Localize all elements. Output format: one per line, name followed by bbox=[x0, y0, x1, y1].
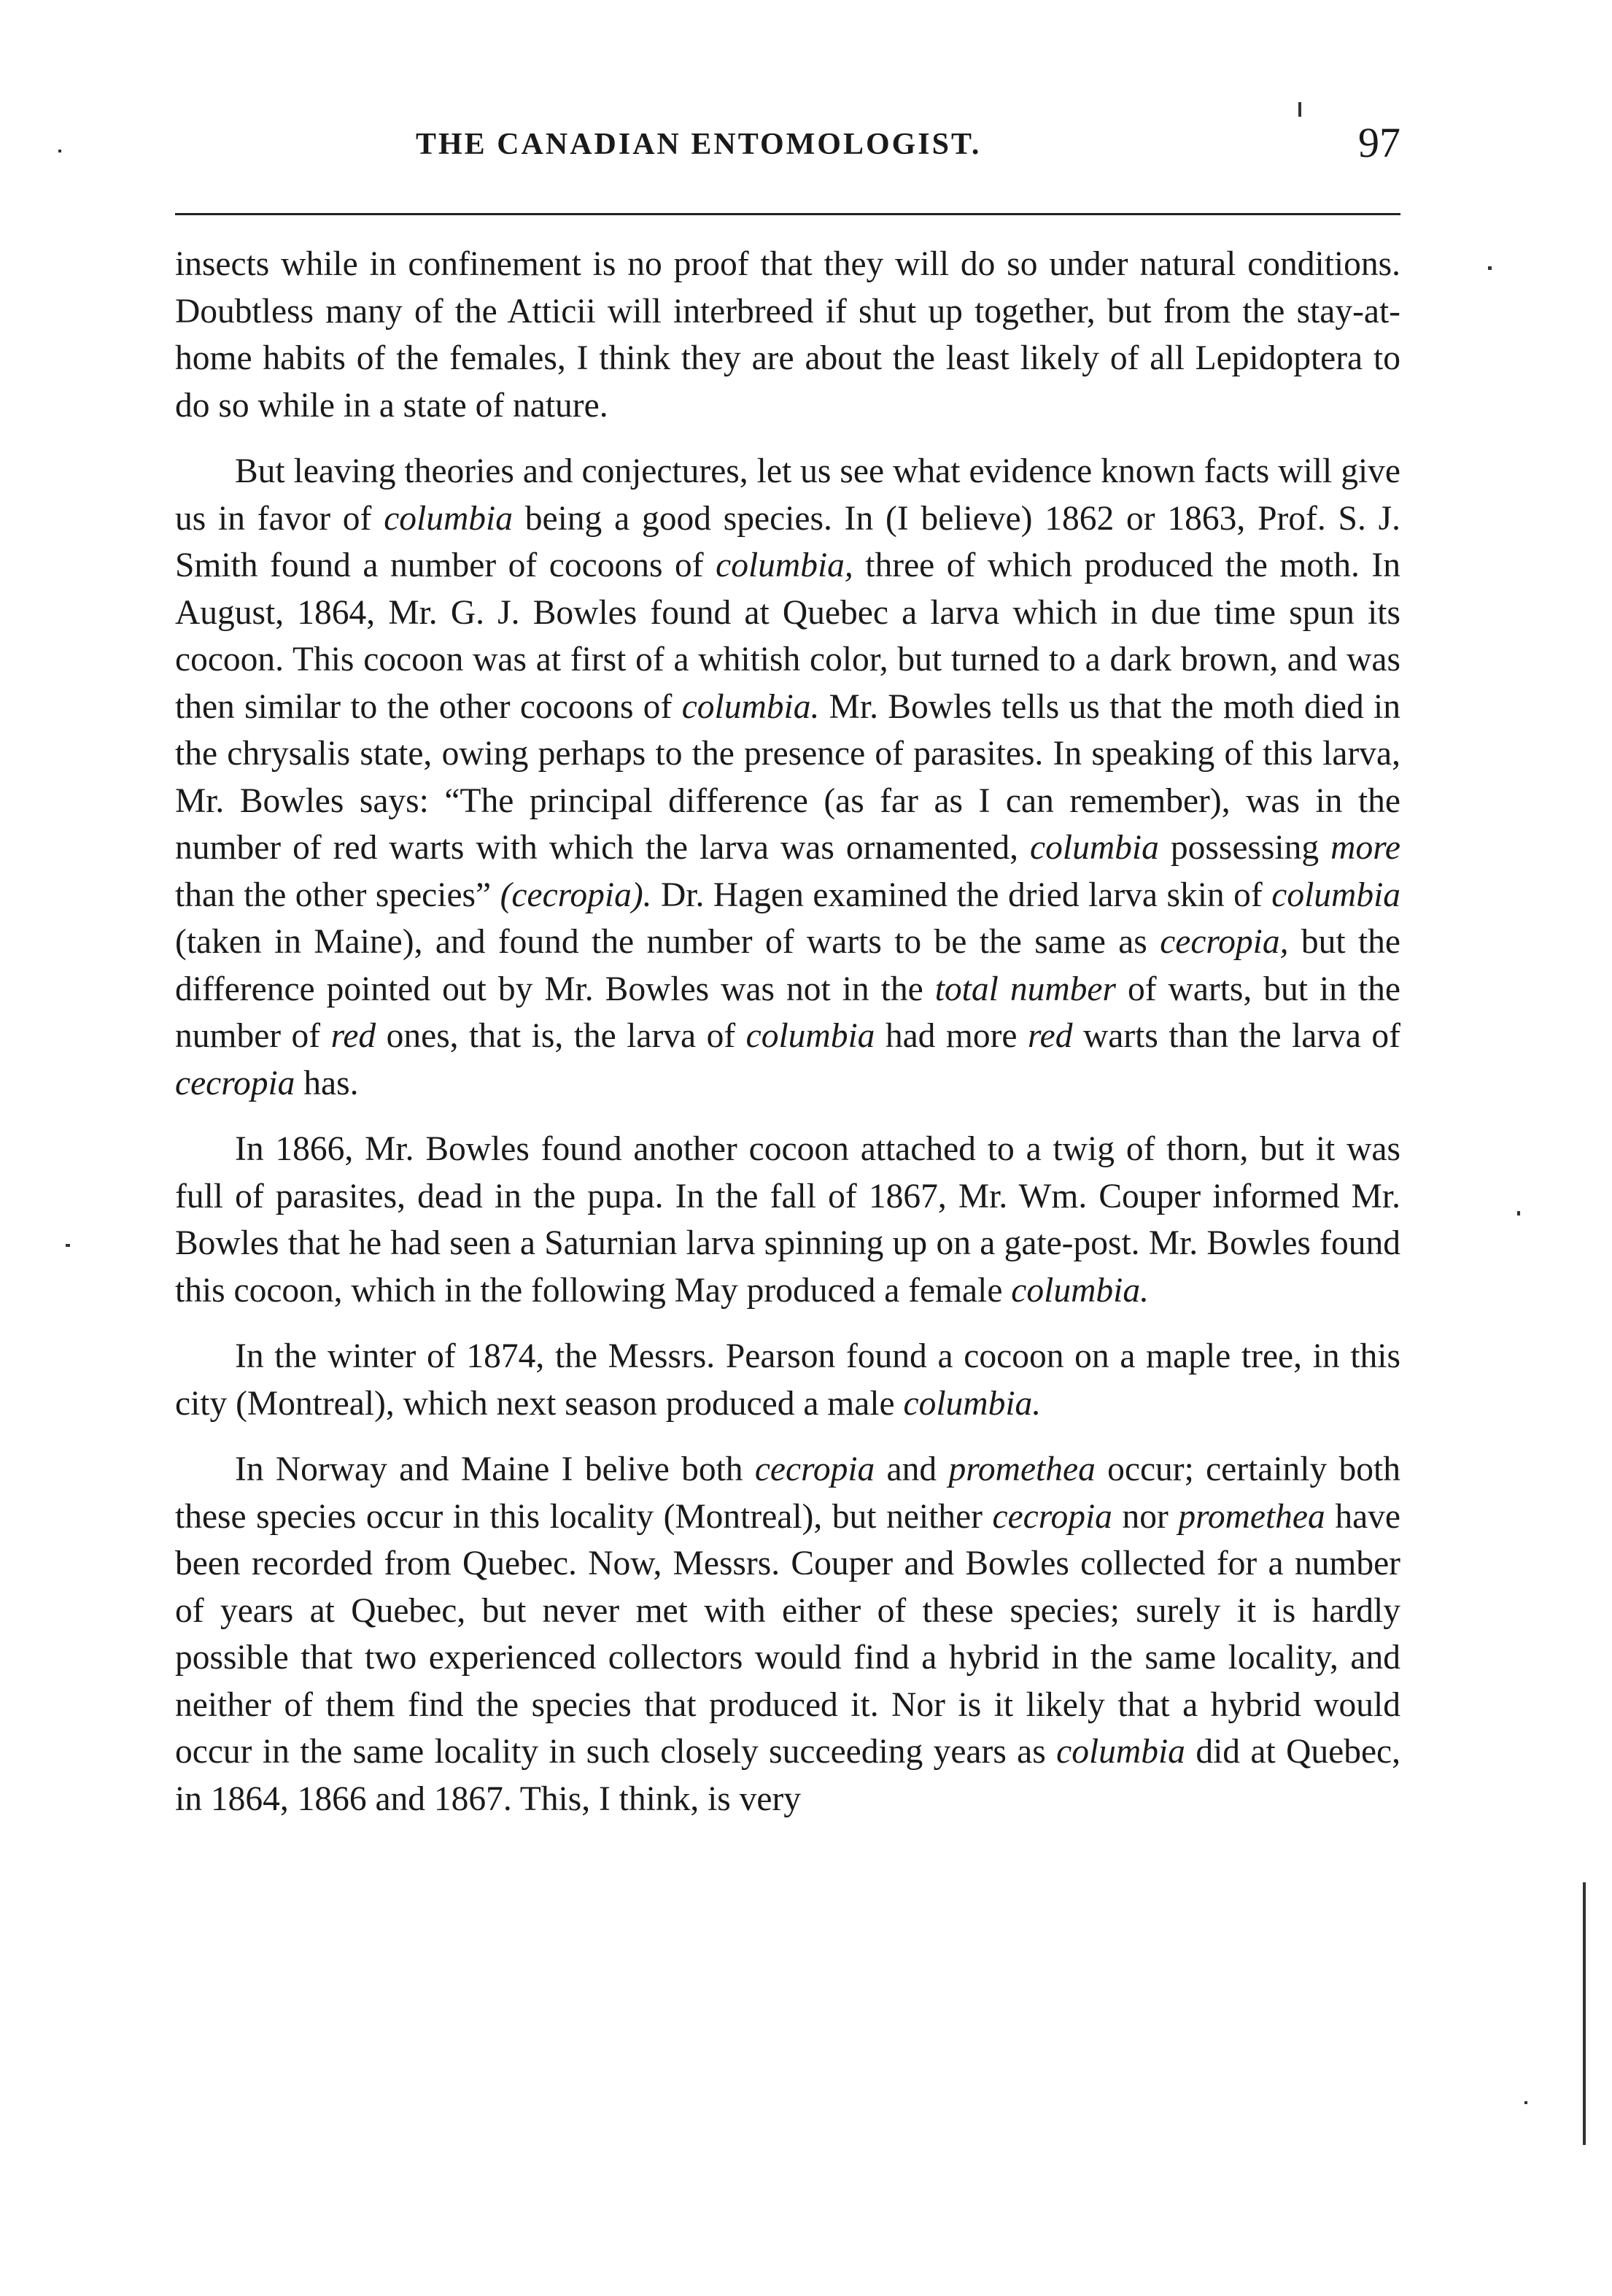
italic-text: cecropia, bbox=[1160, 923, 1289, 961]
text-segment: ones, that is, the larva of bbox=[376, 1017, 746, 1055]
text-segment: warts than the larva of bbox=[1072, 1017, 1400, 1055]
text-segment: nor bbox=[1112, 1497, 1179, 1536]
italic-text: (cecropia). bbox=[500, 876, 652, 914]
italic-text: red bbox=[1027, 1017, 1073, 1055]
text-segment: Mr. Bowles tells us that the moth died in the chrysalis state, owing perhaps to the presence of parasites. In speaking of this larva, Mr. Bowles says: “The principal difference (as far as I can remember), was in the number of red warts with which the larva was ornamented, bbox=[175, 687, 1400, 867]
text-segment: have been recorded from Quebec. Now, Messrs. Couper and Bowles collected for a number of years at Quebec, but never met with either of these species; surely it is hardly possible that two experienced collectors would find a hybrid in the same locality, and neither of them find the species that produced it. Nor is it likely that a hybrid would occur in the same locality in such closely succeeding years as bbox=[175, 1497, 1400, 1771]
text-segment: did at Quebec, in 1864, 1866 and 1867. This, I think, is very bbox=[175, 1733, 1401, 1818]
text-segment: has. bbox=[295, 1064, 359, 1102]
margin-bar bbox=[1583, 1882, 1586, 2145]
paragraph bbox=[175, 241, 1400, 429]
paragraph bbox=[175, 1446, 1400, 1823]
italic-text: columbia. bbox=[903, 1384, 1042, 1423]
running-head bbox=[175, 119, 1400, 181]
margin-speck bbox=[1517, 1211, 1520, 1215]
italic-text: more bbox=[1330, 829, 1400, 867]
text-segment: three of which produced the moth. In August, 1864, Mr. G. J. Bowles found at Quebec a larva which in due time spun its cocoon. This cocoon was at first of a whitish color, but turned to a dark brown, and was then similar to the other cocoons of bbox=[175, 546, 1401, 726]
text-segment: of warts, but in the number of bbox=[175, 970, 1400, 1055]
italic-text: columbia. bbox=[1011, 1271, 1149, 1310]
italic-text: cecropia bbox=[992, 1497, 1112, 1536]
paragraph bbox=[175, 1333, 1400, 1427]
italic-text: columbia bbox=[1056, 1733, 1185, 1771]
italic-text: cecropia bbox=[754, 1450, 875, 1488]
margin-speck bbox=[1298, 102, 1301, 117]
text-segment: possessing bbox=[1158, 829, 1331, 867]
paragraph bbox=[175, 448, 1400, 1107]
text-segment: and bbox=[875, 1450, 949, 1488]
text-segment: Dr. Hagen examined the dried larva skin of bbox=[651, 876, 1272, 914]
margin-speck bbox=[1524, 2101, 1527, 2104]
italic-text: columbia bbox=[384, 499, 513, 538]
italic-text: cecropia bbox=[175, 1064, 295, 1102]
italic-text: columbia. bbox=[681, 687, 820, 726]
margin-speck bbox=[1488, 266, 1492, 270]
text-segment: In Norway and Maine I belive both bbox=[235, 1450, 755, 1488]
italic-text: promethea bbox=[1178, 1497, 1325, 1536]
text-segment: than the other species” bbox=[175, 876, 500, 914]
italic-text: columbia bbox=[1030, 829, 1159, 867]
text-segment: (taken in Maine), and found the number of warts to be the same as bbox=[175, 923, 1160, 961]
italic-text: columbia bbox=[1271, 876, 1401, 914]
journal-title: THE CANADIAN ENTOMOLOGIST. bbox=[416, 128, 982, 161]
text-segment: But leaving theories and conjectures, let us see what evidence known facts will give us in favor of bbox=[175, 452, 1400, 538]
italic-text: columbia, bbox=[716, 546, 853, 584]
paragraph bbox=[175, 1126, 1400, 1314]
text-segment: In the winter of 1874, the Messrs. Pearson found a cocoon on a maple tree, in this city (Montreal), which next season produced a male bbox=[175, 1337, 1400, 1423]
text-segment: In 1866, Mr. Bowles found another cocoon attached to a twig of thorn, but it was full of parasites, dead in the pupa. In the fall of 1867, Mr. Wm. Couper informed Mr. Bowles that he had seen a Saturnian larva spinning up on a gate-post. Mr. Bowles found this cocoon, which in the following May produced a female bbox=[175, 1130, 1400, 1310]
text-segment: occur; certainly both these species occur in this locality (Montreal), but neither bbox=[175, 1450, 1400, 1536]
text-segment: being a good species. In (I believe) 1862 or 1863, Prof. S. J. Smith found a number of cocoons of bbox=[175, 499, 1401, 584]
italic-text: total number bbox=[934, 970, 1116, 1008]
text-segment: had more bbox=[875, 1017, 1028, 1055]
italic-text: columbia bbox=[745, 1017, 875, 1055]
text-segment: insects while in confinement is no proof that they will do so under natural conditions. Doubtless many of the Atticii will interbreed if shut up together, but from the stay-at-home habits of the females, I think they are about the least likely of all Lepidoptera to do so while in a state of nature. bbox=[175, 245, 1400, 425]
italic-text: red bbox=[330, 1017, 376, 1055]
header-rule bbox=[175, 213, 1400, 215]
margin-speck bbox=[58, 150, 61, 152]
margin-speck bbox=[66, 1244, 70, 1247]
text-segment: but the difference pointed out by Mr. Bowles was not in the bbox=[175, 923, 1401, 1008]
page-number: 97 bbox=[1358, 119, 1400, 166]
italic-text: promethea bbox=[948, 1450, 1096, 1488]
body-text bbox=[175, 241, 1400, 1841]
